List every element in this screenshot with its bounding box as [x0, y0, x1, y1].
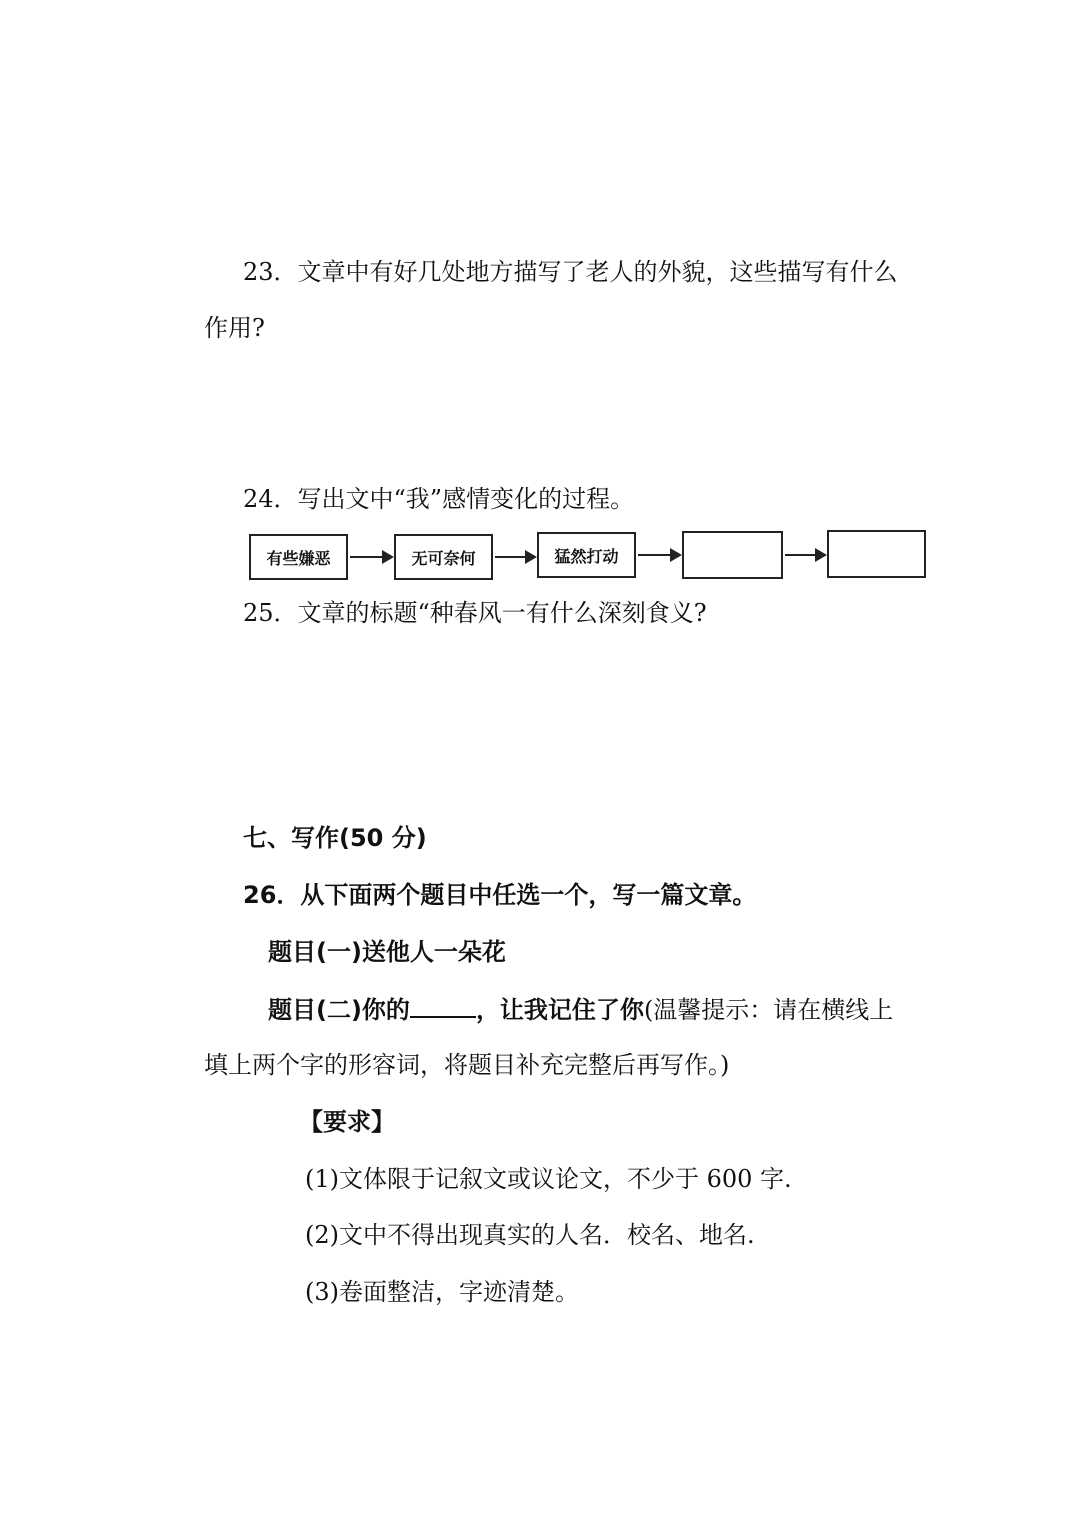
flow-box-3: 猛然打动 [537, 532, 636, 578]
requirement-3: (3)卷面整洁，字迹清楚。 [305, 1278, 579, 1306]
flow-arrow-2 [495, 556, 535, 558]
flow-box-5-blank [827, 530, 926, 578]
topic-1: 题目(一)送他人一朵花 [268, 938, 506, 966]
topic-2-prefix: 题目(二)你的 [268, 996, 410, 1024]
question-24-text: 24．写出文中“我”感情变化的过程。 [243, 485, 635, 513]
tip-line-2: 填上两个字的形容词，将题目补充完整后再写作。) [204, 1051, 730, 1079]
requirements-title: 【要求】 [299, 1108, 395, 1136]
tip-line-1: (温馨提示：请在横线上 [643, 996, 894, 1024]
requirement-1: (1)文体限于记叙文或议论文，不少于 600 字. [305, 1165, 792, 1193]
flow-arrow-3 [638, 554, 680, 556]
flow-box-4-blank [682, 531, 783, 579]
topic-2-blank [410, 996, 476, 1018]
topic-2-line [268, 996, 893, 1022]
flow-arrow-1 [350, 556, 392, 558]
requirement-2: (2)文中不得出现真实的人名．校名、地名. [305, 1221, 755, 1249]
flow-box-2: 无可奈何 [394, 534, 493, 580]
section-7-heading: 七、写作(50 分) [243, 824, 427, 852]
question-23-line1: 23．文章中有好几处地方描写了老人的外貌，这些描写有什么 [243, 258, 898, 286]
flow-arrow-4 [785, 554, 825, 556]
question-23-line2: 作用? [204, 314, 265, 342]
flow-box-1: 有些嫌恶 [249, 534, 348, 580]
question-25-text: 25．文章的标题“种春风一有什么深刻食义? [243, 599, 707, 627]
topic-2-suffix: ，让我记住了你 [475, 996, 644, 1024]
question-26-text: 26．从下面两个题目中任选一个，写一篇文章。 [243, 881, 757, 909]
